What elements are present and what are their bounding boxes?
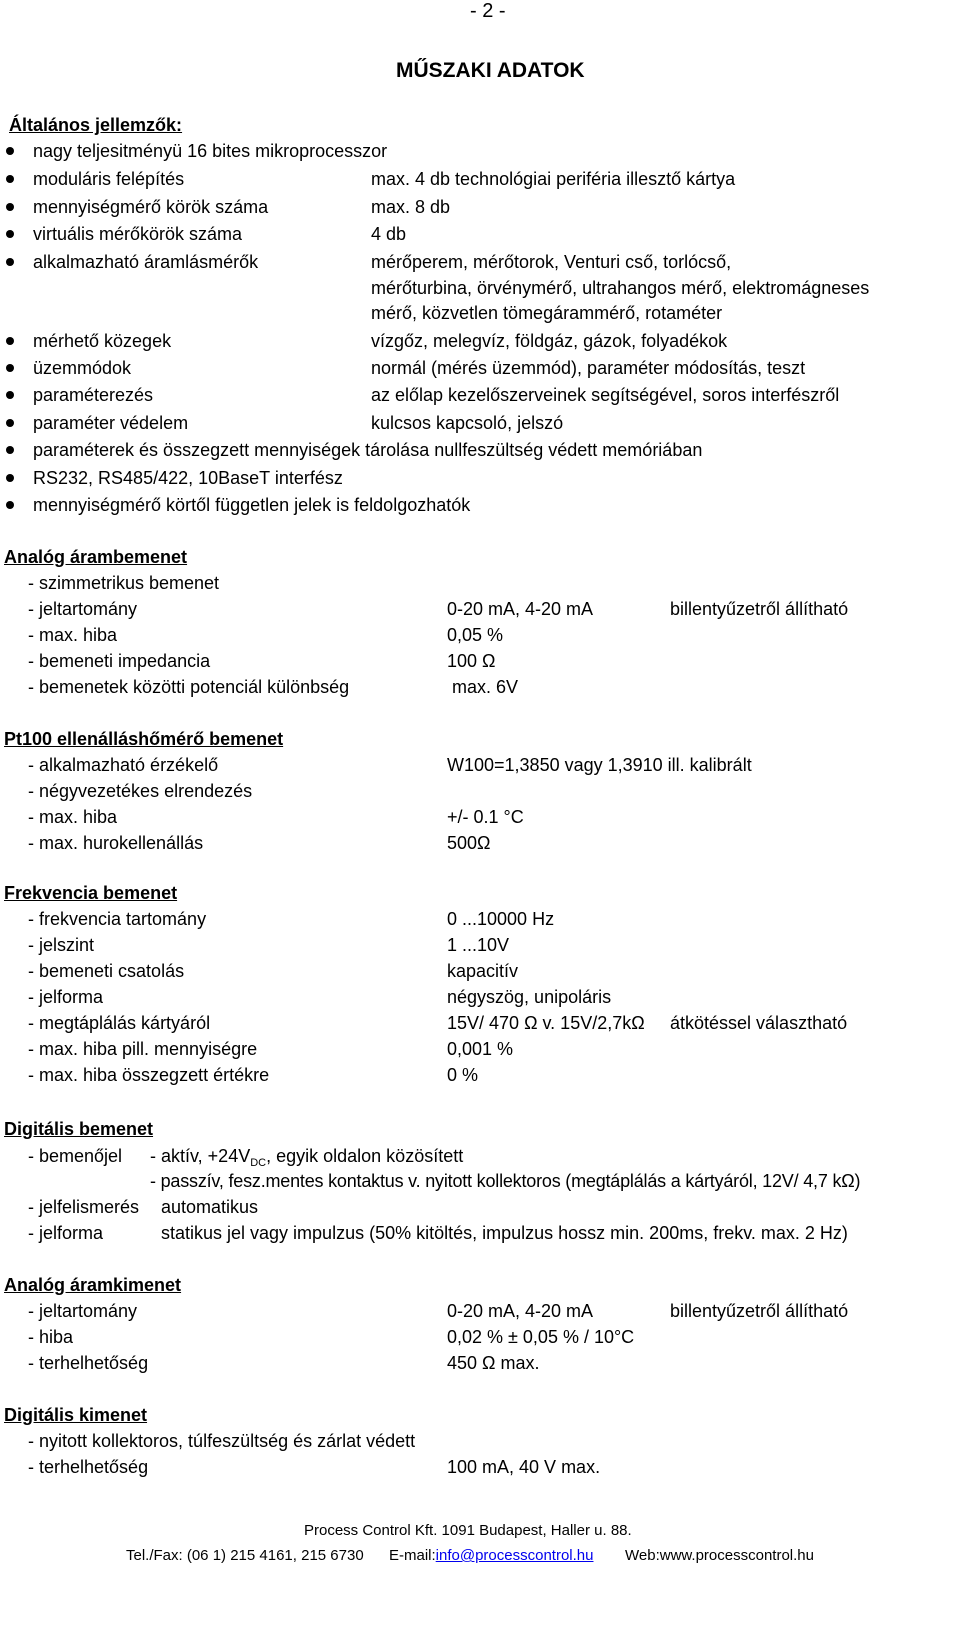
freq-label: - max. hiba pill. mennyiségre [28, 1039, 258, 1059]
page-number: - 2 - [470, 0, 506, 22]
freq-value: 15V/ 470 Ω v. 15V/2,7kΩ [447, 1013, 645, 1033]
general-item-label: mérhető közegek [33, 331, 172, 351]
digital-input-active-post: , egyik oldalon közösített [266, 1146, 464, 1166]
freq-label: - bemeneti csatolás [28, 961, 185, 981]
footer-company: Process Control Kft. 1091 Budapest, Haller u. 88. [304, 1522, 632, 1539]
digital-output-label: - nyitott kollektoros, túlfeszültség és zárlat védett [28, 1431, 416, 1451]
footer-email-label: E-mail: [389, 1547, 436, 1564]
freq-value: négyszög, unipoláris [447, 987, 612, 1007]
analog-output-label: - hiba [28, 1327, 74, 1347]
digital-input-active-sub: DC [250, 1157, 267, 1169]
freq-label: - jelszint [28, 935, 95, 955]
digital-input-passive: - passzív, fesz.mentes kontaktus v. nyitott kollektoros (megtáplálás a kártyáról, 12V/ 4,7 kΩ) [150, 1171, 861, 1191]
general-item-value: kulcsos kapcsoló, jelszó [371, 413, 564, 433]
footer-phone: Tel./Fax: (06 1) 215 4161, 215 6730 [126, 1547, 364, 1564]
bullet-icon [6, 474, 14, 482]
digital-input-active-pre: - aktív, +24V [150, 1146, 251, 1166]
pt100-value: W100=1,3850 vagy 1,3910 ill. kalibrált [447, 755, 752, 775]
freq-label: - jelforma [28, 987, 104, 1007]
analog-input-label: - jeltartomány [28, 599, 138, 619]
bullet-icon [6, 147, 14, 155]
analog-input-note: billentyűzetről állítható [670, 599, 849, 619]
footer-email [389, 1545, 593, 1567]
digital-input-value: automatikus [161, 1197, 259, 1217]
digital-input-heading: Digitális bemenet [4, 1119, 154, 1139]
bullet-icon [6, 175, 14, 183]
general-heading: Általános jellemzők: [9, 115, 183, 135]
general-item-label: mennyiségmérő körök száma [33, 197, 269, 217]
bullet-icon [6, 203, 14, 211]
general-item-value: az előlap kezelőszerveinek segítségével, soros interfészről [371, 385, 840, 405]
general-item-value: max. 4 db technológiai periféria illesztő kártya [371, 169, 736, 189]
analog-output-label: - terhelhetőség [28, 1353, 149, 1373]
digital-input-label: - jelfelismerés [28, 1197, 140, 1217]
analog-input-value: max. 6V [452, 677, 519, 697]
bullet-icon [6, 258, 14, 266]
analog-input-label: - szimmetrikus bemenet [28, 573, 220, 593]
general-item-label: üzemmódok [33, 358, 132, 378]
general-item-label: alkalmazható áramlásmérők [33, 252, 259, 272]
analog-input-heading: Analóg árambemenet [4, 547, 188, 567]
freq-value: 0 % [447, 1065, 479, 1085]
general-item-label: paraméterezés [33, 385, 154, 405]
bullet-icon [6, 419, 14, 427]
bullet-icon [6, 501, 14, 509]
freq-label: - max. hiba összegzett értékre [28, 1065, 270, 1085]
analog-input-label: - max. hiba [28, 625, 118, 645]
general-item-label: paraméter védelem [33, 413, 189, 433]
pt100-label: - négyvezetékes elrendezés [28, 781, 253, 801]
bullet-icon [6, 391, 14, 399]
analog-input-label: - bemeneti impedancia [28, 651, 211, 671]
pt100-value: 500Ω [447, 833, 491, 853]
freq-value: 1 ...10V [447, 935, 510, 955]
freq-value: kapacitív [447, 961, 519, 981]
general-item-value-cont: mérő, közvetlen tömegárammérő, rotaméter [371, 303, 723, 323]
analog-output-value: 0-20 mA, 4-20 mA [447, 1301, 594, 1321]
digital-output-value: 100 mA, 40 V max. [447, 1457, 601, 1477]
page-title: MŰSZAKI ADATOK [396, 59, 585, 82]
analog-input-value: 0-20 mA, 4-20 mA [447, 599, 594, 619]
pt100-value: +/- 0.1 °C [447, 807, 524, 827]
analog-input-value: 0,05 % [447, 625, 504, 645]
digital-input-value: statikus jel vagy impulzus (50% kitöltés, impulzus hossz min. 200ms, frekv. max. 2 Hz) [161, 1223, 848, 1243]
analog-input-label: - bemenetek közötti potenciál különbség [28, 677, 350, 697]
freq-label: - megtáplálás kártyáról [28, 1013, 211, 1033]
freq-label: - frekvencia tartomány [28, 909, 207, 929]
analog-output-value: 450 Ω max. [447, 1353, 540, 1373]
bullet-icon [6, 446, 14, 454]
digital-output-label: - terhelhetőség [28, 1457, 149, 1477]
pt100-label: - alkalmazható érzékelő [28, 755, 219, 775]
general-item-value: vízgőz, melegvíz, földgáz, gázok, folyadékok [371, 331, 728, 351]
analog-output-note: billentyűzetről állítható [670, 1301, 849, 1321]
digital-input-label: - jelforma [28, 1223, 104, 1243]
general-item-label: virtuális mérőkörök száma [33, 224, 243, 244]
freq-note: átkötéssel választható [670, 1013, 848, 1033]
analog-output-heading: Analóg áramkimenet [4, 1275, 182, 1295]
general-item-label: paraméterek és összegzett mennyiségek tárolása nullfeszültség védett memóriában [33, 440, 703, 460]
general-item-label: mennyiségmérő körtől független jelek is feldolgozhatók [33, 495, 471, 515]
general-item-value: max. 8 db [371, 197, 451, 217]
general-item-value: 4 db [371, 224, 407, 244]
general-item-value: mérőperem, mérőtorok, Venturi cső, torlócső, [371, 252, 732, 272]
digital-input-label: - bemenőjel [28, 1146, 123, 1166]
general-item-label: RS232, RS485/422, 10BaseT interfész [33, 468, 343, 488]
pt100-label: - max. hurokellenállás [28, 833, 204, 853]
freq-value: 0,001 % [447, 1039, 514, 1059]
analog-input-value: 100 Ω [447, 651, 496, 671]
general-item-label: nagy teljesitményü 16 bites mikroprocesszor [33, 141, 388, 161]
bullet-icon [6, 364, 14, 372]
pt100-label: - max. hiba [28, 807, 118, 827]
pt100-heading: Pt100 ellenálláshőmérő bemenet [4, 729, 284, 749]
general-item-value-cont: mérőturbina, örvénymérő, ultrahangos mérő, elektromágneses [371, 278, 870, 298]
email-link[interactable]: info@processcontrol.hu [435, 1547, 594, 1564]
bullet-icon [6, 230, 14, 238]
footer-web: Web:www.processcontrol.hu [625, 1547, 814, 1564]
analog-output-label: - jeltartomány [28, 1301, 138, 1321]
general-item-value: normál (mérés üzemmód), paraméter módosítás, teszt [371, 358, 806, 378]
freq-value: 0 ...10000 Hz [447, 909, 555, 929]
digital-output-heading: Digitális kimenet [4, 1405, 148, 1425]
freq-heading: Frekvencia bemenet [4, 883, 178, 903]
analog-output-value: 0,02 % ± 0,05 % / 10°C [447, 1327, 635, 1347]
general-item-label: moduláris felépítés [33, 169, 185, 189]
bullet-icon [6, 337, 14, 345]
